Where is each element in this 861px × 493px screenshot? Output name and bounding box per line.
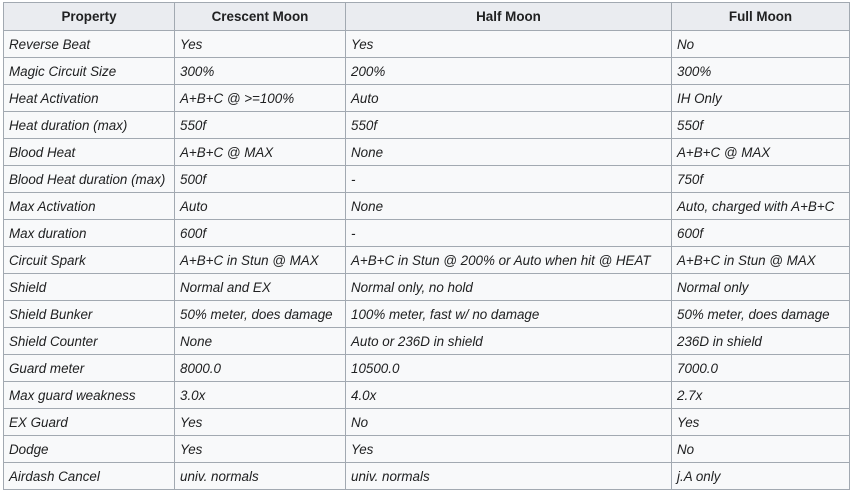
cell-half-moon: Auto or 236D in shield bbox=[346, 328, 672, 355]
cell-full-moon: IH Only bbox=[672, 85, 850, 112]
cell-crescent-moon: 550f bbox=[175, 112, 346, 139]
cell-crescent-moon: A+B+C @ >=100% bbox=[175, 85, 346, 112]
cell-property: Dodge bbox=[4, 436, 175, 463]
table-row bbox=[4, 85, 850, 112]
cell-property: Shield Bunker bbox=[4, 301, 175, 328]
cell-half-moon: None bbox=[346, 193, 672, 220]
table-row bbox=[4, 355, 850, 382]
header-half-moon: Half Moon bbox=[346, 3, 672, 31]
cell-crescent-moon: 3.0x bbox=[175, 382, 346, 409]
cell-half-moon: - bbox=[346, 166, 672, 193]
cell-full-moon: 600f bbox=[672, 220, 850, 247]
table-row bbox=[4, 463, 850, 490]
cell-full-moon: No bbox=[672, 31, 850, 58]
cell-property: Circuit Spark bbox=[4, 247, 175, 274]
cell-property: Guard meter bbox=[4, 355, 175, 382]
cell-property: Heat duration (max) bbox=[4, 112, 175, 139]
cell-crescent-moon: A+B+C @ MAX bbox=[175, 139, 346, 166]
table-row bbox=[4, 112, 850, 139]
table-row bbox=[4, 193, 850, 220]
table-row bbox=[4, 301, 850, 328]
cell-half-moon: Normal only, no hold bbox=[346, 274, 672, 301]
cell-half-moon: - bbox=[346, 220, 672, 247]
cell-half-moon: Auto bbox=[346, 85, 672, 112]
cell-property: Magic Circuit Size bbox=[4, 58, 175, 85]
table-header-row bbox=[4, 3, 850, 31]
cell-full-moon: j.A only bbox=[672, 463, 850, 490]
cell-property: Shield bbox=[4, 274, 175, 301]
table-row bbox=[4, 274, 850, 301]
cell-half-moon: Yes bbox=[346, 436, 672, 463]
cell-full-moon: 750f bbox=[672, 166, 850, 193]
cell-crescent-moon: Yes bbox=[175, 409, 346, 436]
cell-property: Heat Activation bbox=[4, 85, 175, 112]
cell-crescent-moon: Auto bbox=[175, 193, 346, 220]
cell-crescent-moon: univ. normals bbox=[175, 463, 346, 490]
cell-crescent-moon: None bbox=[175, 328, 346, 355]
table-row bbox=[4, 328, 850, 355]
table-row bbox=[4, 382, 850, 409]
table-row bbox=[4, 139, 850, 166]
cell-full-moon: A+B+C @ MAX bbox=[672, 139, 850, 166]
cell-half-moon: A+B+C in Stun @ 200% or Auto when hit @ HEAT bbox=[346, 247, 672, 274]
cell-property: Blood Heat duration (max) bbox=[4, 166, 175, 193]
cell-property: Max guard weakness bbox=[4, 382, 175, 409]
cell-property: Blood Heat bbox=[4, 139, 175, 166]
cell-crescent-moon: 300% bbox=[175, 58, 346, 85]
cell-property: Airdash Cancel bbox=[4, 463, 175, 490]
table-row bbox=[4, 436, 850, 463]
header-property: Property bbox=[4, 3, 175, 31]
cell-full-moon: 50% meter, does damage bbox=[672, 301, 850, 328]
cell-half-moon: 4.0x bbox=[346, 382, 672, 409]
cell-full-moon: 300% bbox=[672, 58, 850, 85]
cell-crescent-moon: 600f bbox=[175, 220, 346, 247]
table-row bbox=[4, 166, 850, 193]
cell-property: Max duration bbox=[4, 220, 175, 247]
cell-full-moon: A+B+C in Stun @ MAX bbox=[672, 247, 850, 274]
cell-half-moon: 550f bbox=[346, 112, 672, 139]
cell-property: EX Guard bbox=[4, 409, 175, 436]
cell-property: Shield Counter bbox=[4, 328, 175, 355]
cell-half-moon: univ. normals bbox=[346, 463, 672, 490]
cell-full-moon: No bbox=[672, 436, 850, 463]
cell-half-moon: 10500.0 bbox=[346, 355, 672, 382]
cell-half-moon: No bbox=[346, 409, 672, 436]
cell-property: Max Activation bbox=[4, 193, 175, 220]
table-row bbox=[4, 247, 850, 274]
table-row bbox=[4, 58, 850, 85]
cell-crescent-moon: Normal and EX bbox=[175, 274, 346, 301]
cell-full-moon: Yes bbox=[672, 409, 850, 436]
cell-crescent-moon: Yes bbox=[175, 31, 346, 58]
cell-full-moon: 236D in shield bbox=[672, 328, 850, 355]
cell-full-moon: 550f bbox=[672, 112, 850, 139]
cell-crescent-moon: A+B+C in Stun @ MAX bbox=[175, 247, 346, 274]
moon-comparison-table bbox=[3, 2, 850, 490]
cell-crescent-moon: Yes bbox=[175, 436, 346, 463]
cell-half-moon: 200% bbox=[346, 58, 672, 85]
cell-half-moon: Yes bbox=[346, 31, 672, 58]
cell-property: Reverse Beat bbox=[4, 31, 175, 58]
cell-crescent-moon: 8000.0 bbox=[175, 355, 346, 382]
table-row bbox=[4, 31, 850, 58]
header-full-moon: Full Moon bbox=[672, 3, 850, 31]
table-row bbox=[4, 409, 850, 436]
cell-full-moon: Normal only bbox=[672, 274, 850, 301]
cell-crescent-moon: 500f bbox=[175, 166, 346, 193]
cell-half-moon: 100% meter, fast w/ no damage bbox=[346, 301, 672, 328]
cell-crescent-moon: 50% meter, does damage bbox=[175, 301, 346, 328]
cell-full-moon: 2.7x bbox=[672, 382, 850, 409]
table-row bbox=[4, 220, 850, 247]
cell-full-moon: 7000.0 bbox=[672, 355, 850, 382]
cell-half-moon: None bbox=[346, 139, 672, 166]
cell-full-moon: Auto, charged with A+B+C bbox=[672, 193, 850, 220]
header-crescent-moon: Crescent Moon bbox=[175, 3, 346, 31]
